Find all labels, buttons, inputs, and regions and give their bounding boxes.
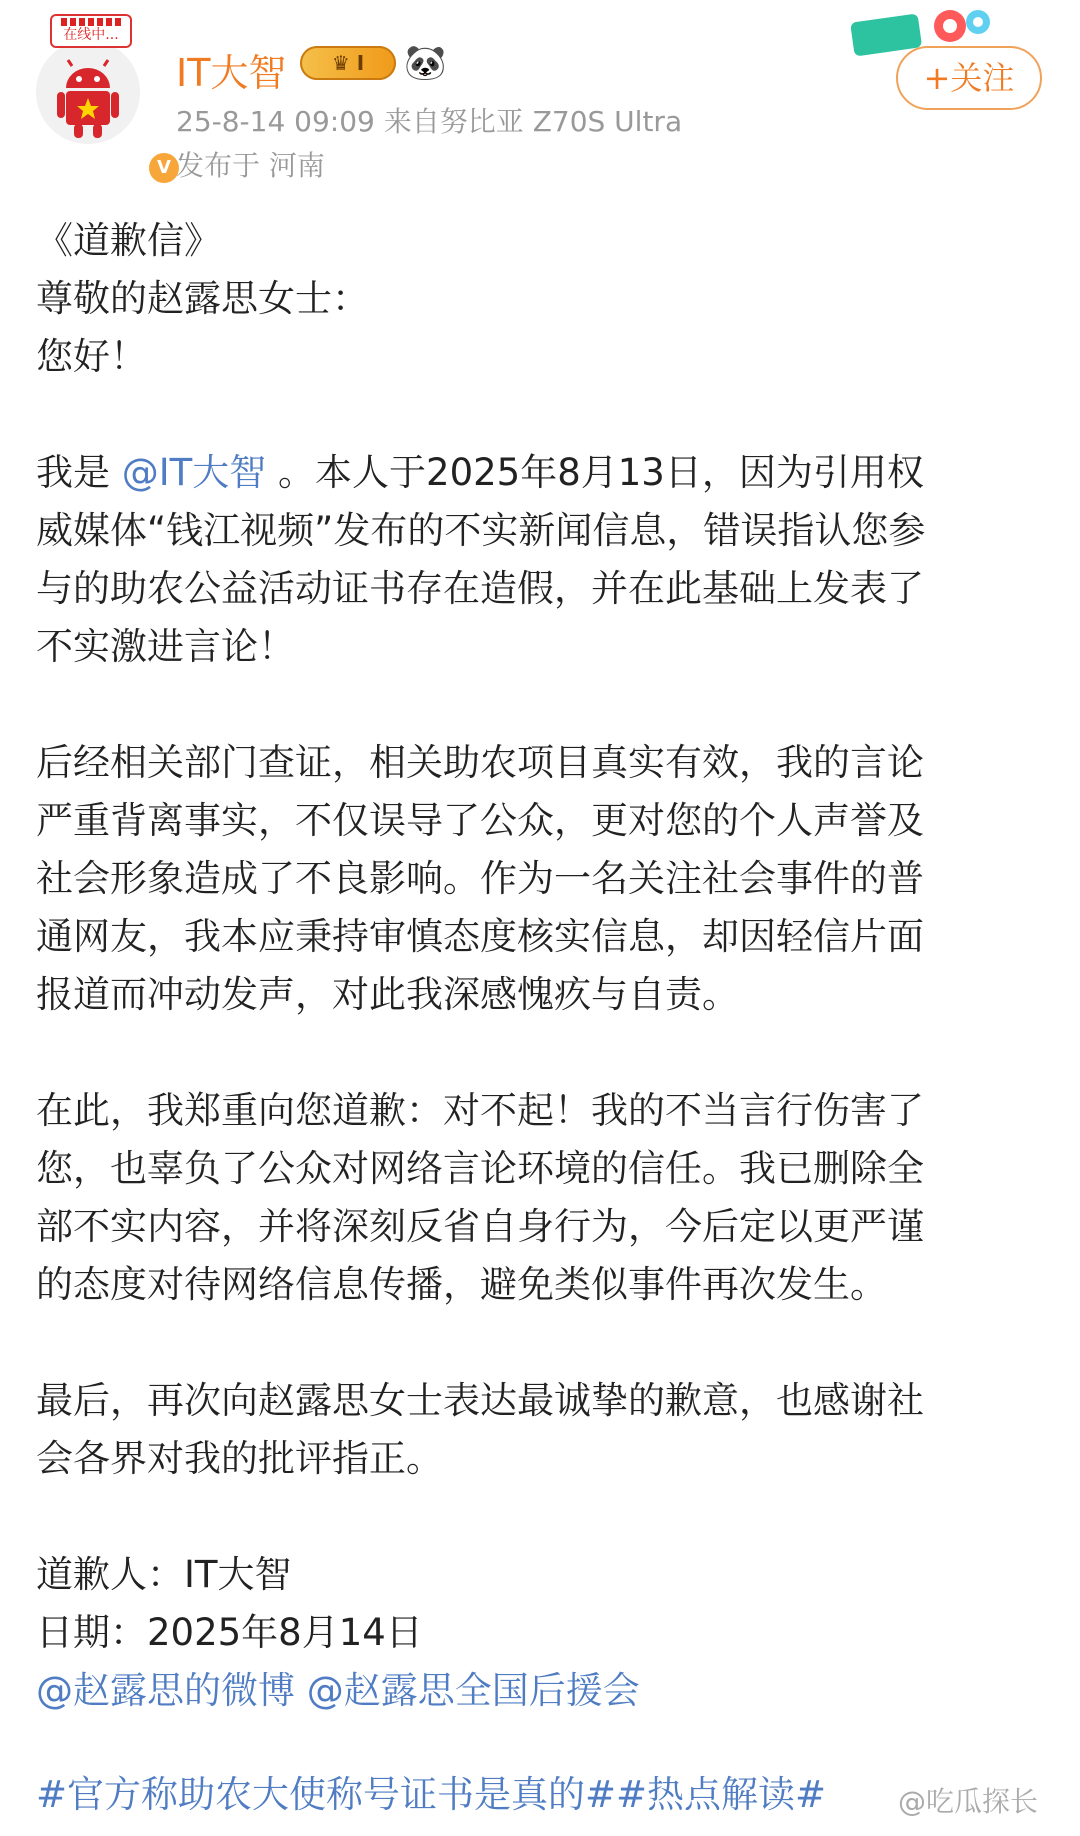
crown-icon[interactable]: ♛ I bbox=[300, 46, 396, 80]
mention-link[interactable]: @赵露思的微博 bbox=[36, 1669, 295, 1712]
follow-button[interactable]: +关注 bbox=[896, 46, 1042, 110]
paragraph-line: 社会形象造成了不良影响。作为一名关注社会事件的普 bbox=[36, 857, 924, 900]
post-timestamp: 25-8-14 09:09 bbox=[176, 105, 375, 138]
paragraph-line: 报道而冲动发声，对此我深感愧疚与自责。 bbox=[36, 973, 739, 1016]
source-prefix: 来自 bbox=[383, 105, 440, 138]
letter-title: 《道歉信》 bbox=[36, 219, 221, 262]
watermark: @吃瓜探长 bbox=[898, 1785, 1039, 1818]
avatar[interactable] bbox=[36, 40, 171, 178]
post-location: 发布于 河南 bbox=[176, 149, 325, 182]
mention-link[interactable]: @IT大智 bbox=[121, 451, 267, 494]
paragraph-line: 您，也辜负了公众对网络言论环境的信任。我已删除全 bbox=[36, 1147, 924, 1190]
letter-salutation: 尊敬的赵露思女士： bbox=[36, 277, 369, 320]
paragraph-line: 会各界对我的批评指正。 bbox=[36, 1437, 443, 1480]
mention-list bbox=[36, 1662, 1046, 1720]
android-avatar-icon bbox=[36, 40, 140, 144]
paragraph-line: 严重背离事实，不仅误导了公众，更对您的个人声誉及 bbox=[36, 799, 924, 842]
paragraph-1: 我是 @IT大智 。本人于2025年8月13日，因为引用权 bbox=[36, 451, 924, 494]
paragraph-line: 不实激进言论！ bbox=[36, 625, 295, 668]
paragraph-line: 与的助农公益活动证书存在造假，并在此基础上发表了 bbox=[36, 567, 924, 610]
paragraph-line: 后经相关部门查证，相关助农项目真实有效，我的言论 bbox=[36, 741, 924, 784]
paragraph-line: 通网友，我本应秉持审慎态度核实信息，却因轻信片面 bbox=[36, 915, 924, 958]
letter-greeting: 您好！ bbox=[36, 335, 147, 378]
online-status-tag: 在线中... bbox=[50, 14, 132, 48]
username-link[interactable]: IT大智 bbox=[176, 51, 287, 95]
level-badge: I bbox=[356, 51, 365, 75]
post-body bbox=[36, 212, 1046, 1720]
hashtag-links[interactable]: #官方称助农大使称号证书是真的##热点解读# bbox=[36, 1773, 827, 1816]
panda-icon[interactable]: 🐼 bbox=[404, 43, 447, 83]
post-header bbox=[0, 0, 1080, 190]
letter-signer: 道歉人：IT大智 bbox=[36, 1553, 292, 1596]
letter-date: 日期：2025年8月14日 bbox=[36, 1611, 423, 1654]
post-meta bbox=[176, 100, 682, 140]
paragraph-line: 最后，再次向赵露思女士表达最诚挚的歉意，也感谢社 bbox=[36, 1379, 924, 1422]
verified-badge-icon: V bbox=[146, 150, 182, 186]
paragraph-line: 威媒体“钱江视频”发布的不实新闻信息，错误指认您参 bbox=[36, 509, 926, 552]
paragraph-line: 在此，我郑重向您道歉：对不起！我的不当言行伤害了 bbox=[36, 1089, 924, 1132]
paragraph-line: 的态度对待网络信息传播，避免类似事件再次发生。 bbox=[36, 1263, 887, 1306]
paragraph-line: 部不实内容，并将深刻反省自身行为，今后定以更严谨 bbox=[36, 1205, 924, 1248]
device-source-link[interactable]: 努比亚 Z70S Ultra bbox=[439, 105, 683, 138]
mention-link[interactable]: @赵露思全国后援会 bbox=[306, 1669, 640, 1712]
